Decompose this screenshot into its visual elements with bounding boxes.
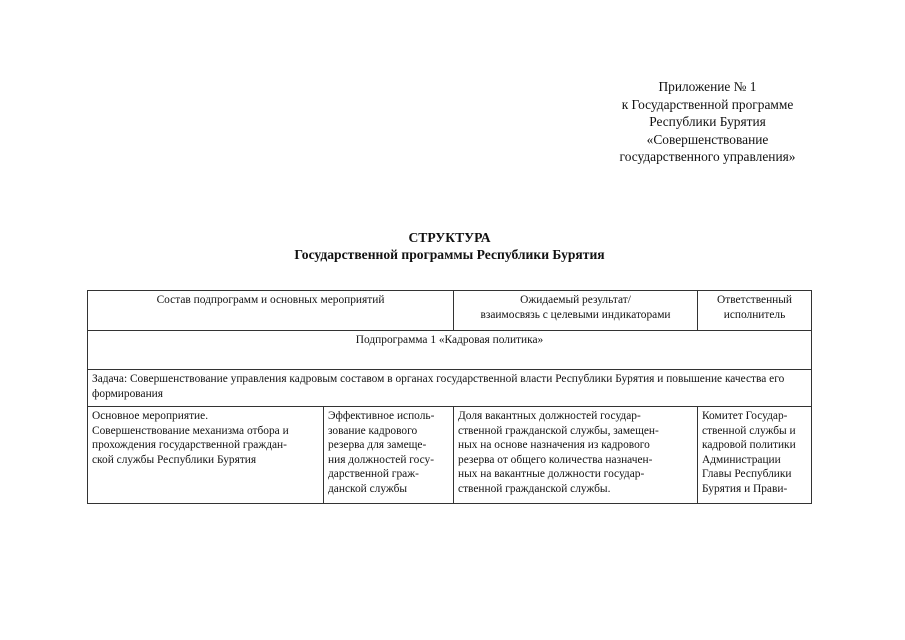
cell-line: ской службы Республики Бурятия (92, 453, 257, 466)
table-row (88, 407, 812, 504)
cell-responsible (698, 407, 812, 504)
task-text: Задача: Совершенствование управления кадровым составом в органах государственной власти Республики Бурятия и повышение качества его формирования (88, 370, 812, 407)
cell-line: кадровой политики (702, 439, 796, 451)
table-header-row (88, 291, 812, 331)
program-structure-table (87, 290, 812, 504)
cell-line: Эффективное исполь- (328, 410, 435, 422)
appendix-line: Республики Бурятия (649, 114, 766, 129)
header-responsible-line: исполнитель (723, 308, 786, 321)
subprogram-title: Подпрограмма 1 «Кадровая политика» (88, 331, 812, 370)
cell-line: Основное мероприятие. (92, 410, 209, 422)
document-title (88, 229, 811, 263)
appendix-note (580, 78, 835, 166)
cell-line: ных на основе назначения из кадрового (458, 439, 650, 451)
cell-result (324, 407, 454, 504)
cell-line: прохождения государственной граждан- (92, 439, 287, 451)
title-line-2: Государственной программы Республики Бурятия (294, 247, 605, 262)
header-expected-line: взаимосвязь с целевыми индикаторами (480, 308, 671, 321)
header-responsible (698, 291, 812, 331)
title-line-1: СТРУКТУРА (408, 230, 491, 245)
appendix-line: «Совершенствование (646, 131, 769, 147)
header-composition: Состав подпрограмм и основных мероприятий (88, 291, 454, 331)
cell-line: данской службы (328, 482, 408, 495)
cell-line: ственной службы и (702, 424, 796, 437)
cell-line: зование кадрового (328, 424, 418, 437)
header-expected-line: Ожидаемый результат/ (520, 294, 631, 306)
cell-line: Бурятия и Прави- (702, 482, 788, 495)
cell-indicator (454, 407, 698, 504)
header-responsible-line: Ответственный (717, 294, 793, 306)
cell-line: ния должностей госу- (328, 453, 435, 466)
cell-line: Главы Республики (702, 468, 792, 480)
cell-line: Доля вакантных должностей государ- (458, 410, 641, 422)
cell-line: ственной гражданской службы. (458, 482, 611, 495)
header-expected-result (454, 291, 698, 331)
cell-line: резерва для замеще- (328, 439, 427, 451)
cell-line: Совершенствование механизма отбора и (92, 424, 289, 437)
appendix-line: к Государственной программе (621, 96, 794, 112)
cell-line: резерва от общего количества назначен- (458, 453, 653, 466)
cell-activity (88, 407, 324, 504)
cell-line: дарственной граж- (328, 468, 419, 480)
cell-line: ственной гражданской службы, замещен- (458, 424, 659, 437)
cell-line: ных на вакантные должности государ- (458, 468, 645, 480)
cell-line: Администрации (702, 453, 781, 466)
subprogram-row (88, 331, 812, 370)
appendix-line: Приложение № 1 (658, 79, 757, 94)
appendix-line: государственного управления» (619, 149, 796, 164)
task-row (88, 370, 812, 407)
cell-line: Комитет Государ- (702, 410, 788, 422)
